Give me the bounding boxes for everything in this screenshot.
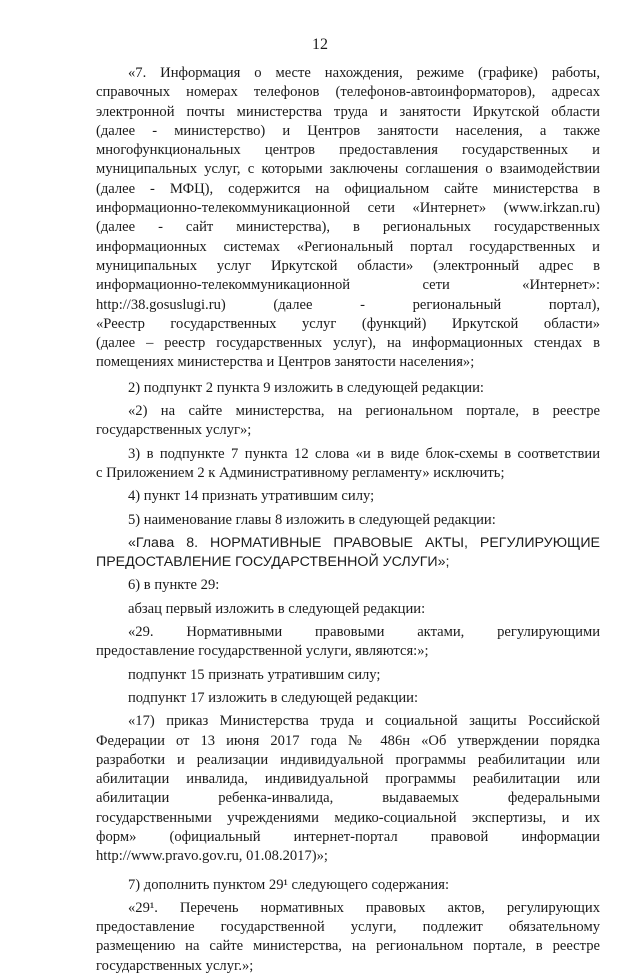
- text-line: (далее - министерство) и Центров занятости населения, а также: [96, 122, 600, 139]
- text-line: информационно-телекоммуникационной сети «Интернет»:: [96, 277, 600, 294]
- text-line: подпункт 17 изложить в следующей редакции:: [128, 689, 419, 706]
- text-line: с Приложением 2 к Административному регламенту» исключить;: [96, 464, 505, 481]
- text-line: государственных услуг»;: [96, 422, 252, 439]
- text-line: разработки и реализации индивидуальной программы реабилитации или: [96, 751, 600, 768]
- line-spacer: [96, 867, 600, 876]
- text-line: 2) подпункт 2 пункта 9 изложить в следующей редакции:: [128, 379, 484, 396]
- text-line: «29¹. Перечень нормативных правовых актов, регулирующих: [128, 899, 600, 916]
- text-line: 3) в подпункте 7 пункта 12 слова «и в виде блок-схемы в соответствии: [128, 445, 600, 462]
- text-line: Федерации от 13 июня 2017 года № 486н «Об утверждении порядка: [96, 732, 600, 749]
- text-line: абзац первый изложить в следующей редакции:: [128, 600, 426, 617]
- text-line: информационных системах «Региональный портал государственных и: [96, 238, 600, 255]
- text-line: «Глава 8. НОРМАТИВНЫЕ ПРАВОВЫЕ АКТЫ, РЕГУЛИРУЮЩИЕ: [128, 534, 600, 551]
- text-line: абилитации ребенка-инвалида, выдаваемых федеральными: [96, 790, 600, 807]
- text-line: 4) пункт 14 признать утратившим силу;: [128, 488, 375, 505]
- text-line: «29. Нормативными правовыми актами, регулирующими: [128, 624, 600, 641]
- text-line: «Реестр государственных услуг (функций) Иркутской области»: [96, 315, 600, 332]
- text-line: форм» (официальный интернет-портал правовой информации: [96, 828, 600, 845]
- text-line: предоставление государственной услуги, являются:»;: [96, 643, 429, 660]
- text-line: (далее – реестр государственных услуг), на информационных стендах в: [96, 335, 600, 352]
- text-line: помещениях министерства и Центров занятости населения»;: [96, 354, 475, 371]
- text-line: http://www.pravo.gov.ru, 01.08.2017)»;: [96, 848, 328, 865]
- text-line: «2) на сайте министерства, на региональном портале, в реестре: [128, 403, 600, 420]
- text-line: ПРЕДОСТАВЛЕНИЕ ГОСУДАРСТВЕННОЙ УСЛУГИ»;: [96, 554, 450, 571]
- text-line: справочных номерах телефонов (телефонов-автоинформаторов), адресах: [96, 84, 600, 101]
- text-line: 7) дополнить пунктом 29¹ следующего содержания:: [128, 876, 449, 893]
- text-line: многофункциональных центров предоставления государственных и: [96, 142, 600, 159]
- text-line: 5) наименование главы 8 изложить в следующей редакции:: [128, 511, 496, 528]
- text-line: абилитации инвалида, индивидуальной программы реабилитации или: [96, 771, 600, 788]
- text-line: (далее - сайт министерства), в региональных государственных: [96, 219, 600, 236]
- text-line: муниципальных услуг Иркутской области» (электронный адрес в: [96, 257, 600, 274]
- document-body: [96, 64, 600, 976]
- text-line: государственных услуг.»;: [96, 957, 254, 974]
- text-line: подпункт 15 признать утратившим силу;: [128, 666, 381, 683]
- text-line: электронной почты министерства труда и занятости Иркутской области: [96, 103, 600, 120]
- text-line: http://38.gosuslugi.ru) (далее - региональный портал),: [96, 296, 600, 313]
- text-line: 6) в пункте 29:: [128, 577, 220, 594]
- text-line: размещению на сайте министерства, на региональном портале, в реестре: [96, 938, 600, 955]
- page-number: 12: [312, 36, 328, 53]
- text-line: «7. Информация о месте нахождения, режиме (графике) работы,: [128, 65, 600, 81]
- text-line: «17) приказ Министерства труда и социальной защиты Российской: [128, 713, 600, 730]
- text-line: предоставление государственной услуги, подлежит обязательному: [96, 919, 600, 936]
- text-line: (далее - МФЦ), содержится на официальном сайте министерства в: [96, 180, 600, 197]
- text-line: государственными учреждениями медико-социальной экспертизы, и их: [96, 809, 600, 826]
- text-line: муниципальных услуг, с которыми заключены соглашения о взаимодействии: [96, 161, 600, 178]
- text-line: информационно-телекоммуникационной сети «Интернет» (www.irkzan.ru): [96, 200, 600, 217]
